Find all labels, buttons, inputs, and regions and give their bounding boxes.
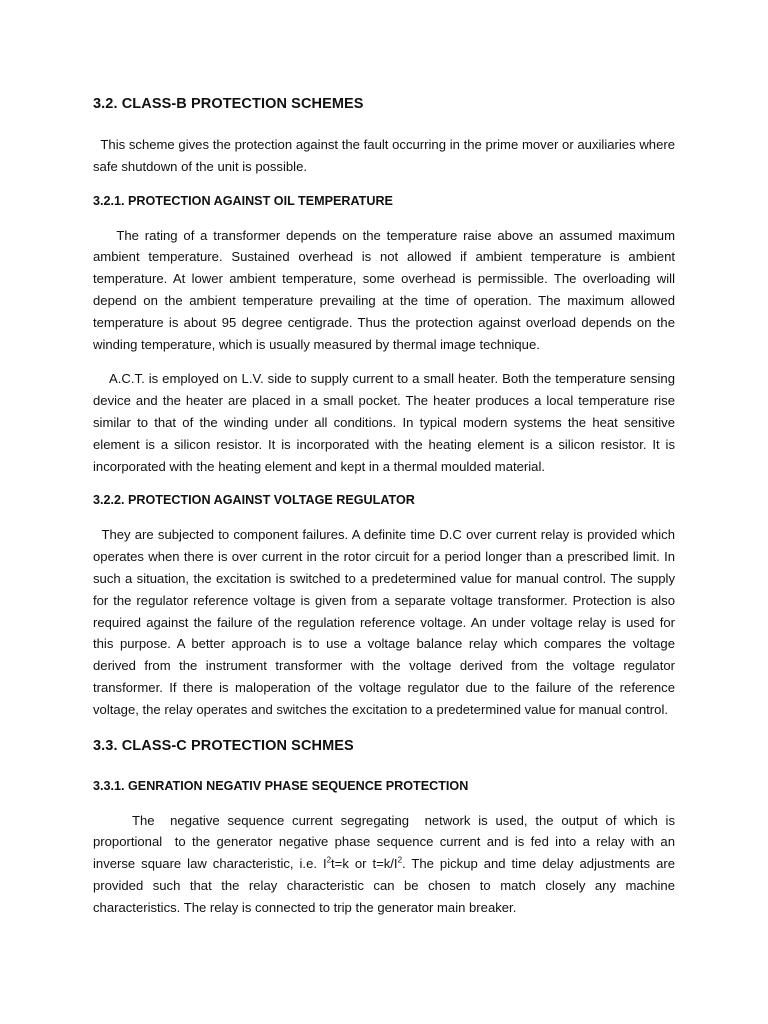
- section-heading-class-c: 3.3. CLASS-C PROTECTION SCHMES: [93, 737, 354, 754]
- document-page: [93, 92, 675, 932]
- nps-text-after-formula: . The pickup and time delay adjustments are provided such that the relay characteristic can be chosen to match closely any machine characteristics. The relay is connected to trip the generator main breaker.: [93, 856, 675, 915]
- nps-superscript-2: 2: [397, 855, 403, 865]
- paragraph-oil-temperature-1: The rating of a transformer depends on the temperature raise above an assumed maximum ambient temperature. Sustained overhead is not allowed if ambient temperature is ambient temperature. At lower ambient temperature, some overhead is permissible. The overloading will depend on the ambient temperature prevailing at the time of operation. The maximum allowed temperature is about 95 degree centigrade. Thus the protection against overload depends on the winding temperature, which is usually measured by thermal image technique.: [93, 227, 675, 352]
- section-heading-class-b: 3.2. CLASS-B PROTECTION SCHEMES: [93, 96, 364, 112]
- section-intro-class-b: This scheme gives the protection against the fault occurring in the prime mover or auxiliaries where safe shutdown of the unit is possible.: [93, 137, 675, 174]
- subsection-heading-voltage-regulator: 3.2.2. PROTECTION AGAINST VOLTAGE REGULATOR: [93, 493, 415, 508]
- subsection-heading-oil-temperature: 3.2.1. PROTECTION AGAINST OIL TEMPERATURE: [93, 193, 393, 208]
- nps-text-before-formula: The negative sequence current segregating network is used, the output of which is proportional to the generator negative phase sequence current and is fed into a relay with an inverse square law characteristic, i.e. I: [93, 812, 675, 872]
- paragraph-voltage-regulator: They are subjected to component failures. A definite time D.C over current relay is provided which operates when there is over current in the rotor circuit for a period longer than a prescribed limit. In such a situation, the excitation is switched to a predetermined value for manual control. The supply for the regulator reference voltage is given from a separate voltage transformer. Protection is also required against the failure of the regulation reference voltage. An under voltage relay is used for this purpose. A better approach is to use a voltage balance relay which compares the voltage derived from the instrument transformer with the voltage derived from the voltage regulator transformer. If there is maloperation of the voltage regulator due to the failure of the reference voltage, the relay operates and switches the excitation to a predetermined value for manual control.: [93, 527, 675, 717]
- subsection-heading-negative-phase-sequence: 3.3.1. GENRATION NEGATIV PHASE SEQUENCE PROTECTION: [93, 778, 469, 793]
- nps-text-mid-formula: t=k or t=k/I: [331, 856, 398, 872]
- paragraph-oil-temperature-2: A.C.T. is employed on L.V. side to supply current to a small heater. Both the temperature sensing device and the heater are placed in a small pocket. The heater produces a local temperature rise similar to that of the winding under all conditions. In typical modern systems the heat sensitive element is a silicon resistor. It is incorporated with the heating element is a silicon resistor. It is incorporated with the heating element and kept in a thermal moulded material.: [93, 371, 675, 474]
- nps-superscript-1: 2: [326, 855, 332, 865]
- paragraph-negative-phase-sequence: [93, 810, 675, 919]
